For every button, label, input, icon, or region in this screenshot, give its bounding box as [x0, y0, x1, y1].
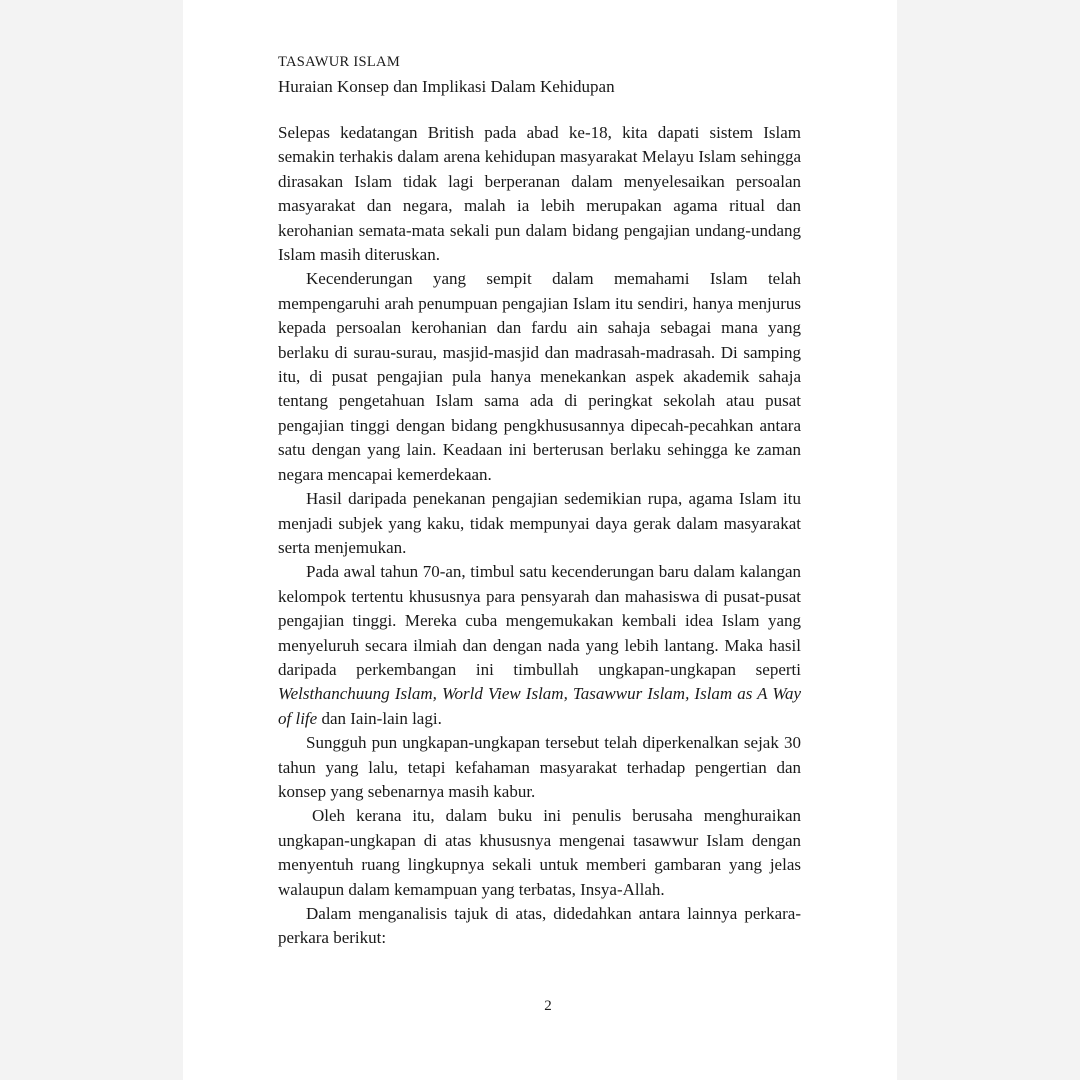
paragraph-4-text-after: dan Iain-lain lagi. [317, 708, 442, 728]
page-number: 2 [544, 998, 552, 1014]
body-text [278, 121, 801, 951]
paragraph-1: Selepas kedatangan British pada abad ke-18, kita dapati sistem Islam semakin terhakis dalam arena kehidupan masyarakat Melayu Islam sehingga dirasakan Islam tidak lagi berperanan dalam menyelesaikan persoalan masyarakat dan negara, malah ia lebih merupakan agama ritual dan kerohanian semata-mata sekali pun dalam bidang pengajian undang-undang Islam masih diteruskan. [278, 123, 801, 265]
paragraph-6: Oleh kerana itu, dalam buku ini penulis berusaha menghuraikan ungkapan-ungkapan di atas khususnya mengenai tasawwur Islam dengan menyentuh ruang lingkupnya sekali untuk memberi gambaran yang jelas walaupun dalam kemampuan yang terbatas, Insya-Allah. [278, 806, 801, 899]
paragraph-4-italic-terms: Welsthanchuung Islam, World View Islam, Tasawwur Islam, Islam as A Way of life [278, 684, 801, 728]
paragraph-3: Hasil daripada penekanan pengajian sedemikian rupa, agama Islam itu menjadi subjek yang kaku, tidak mempunyai daya gerak dalam masyarakat serta menjemukan. [278, 489, 801, 557]
book-page [183, 0, 897, 1080]
running-title: TASAWUR ISLAM [278, 54, 401, 70]
paragraph-4-text-before: Pada awal tahun 70-an, timbul satu kecenderungan baru dalam kalangan kelompok tertentu khususnya para pensyarah dan mahasiswa di pusat-pusat pengajian tinggi. Mereka cuba mengemukakan kembali idea Islam yang menyeluruh secara ilmiah dan dengan nada yang lebih lantang. Maka hasil daripada perkembangan ini timbullah ungkapan-ungkapan seperti [278, 562, 801, 679]
paragraph-4 [278, 560, 801, 731]
running-subtitle: Huraian Konsep dan Implikasi Dalam Kehidupan [278, 77, 615, 96]
paragraph-7: Dalam menganalisis tajuk di atas, didedahkan antara lainnya perkara-perkara berikut: [278, 904, 801, 948]
paragraph-2: Kecenderungan yang sempit dalam memahami Islam telah mempengaruhi arah penumpuan pengajian Islam itu sendiri, hanya menjurus kepada persoalan kerohanian dan fardu ain sahaja sebagai mana yang berlaku di surau-surau, masjid-masjid dan madrasah-madrasah. Di samping itu, di pusat pengajian pula hanya menekankan aspek akademik sahaja tentang pengetahuan Islam sama ada di peringkat sekolah atau pusat pengajian tinggi dengan bidang pengkhususannya dipecah-pecahkan antara satu dengan yang lain. Keadaan ini berterusan berlaku sehingga ke zaman negara mencapai kemerdekaan. [278, 269, 801, 484]
paragraph-5: Sungguh pun ungkapan-ungkapan tersebut telah diperkenalkan sejak 30 tahun yang lalu, tetapi kefahaman masyarakat terhadap pengertian dan konsep yang sebenarnya masih kabur. [278, 733, 801, 801]
running-header [278, 52, 615, 100]
